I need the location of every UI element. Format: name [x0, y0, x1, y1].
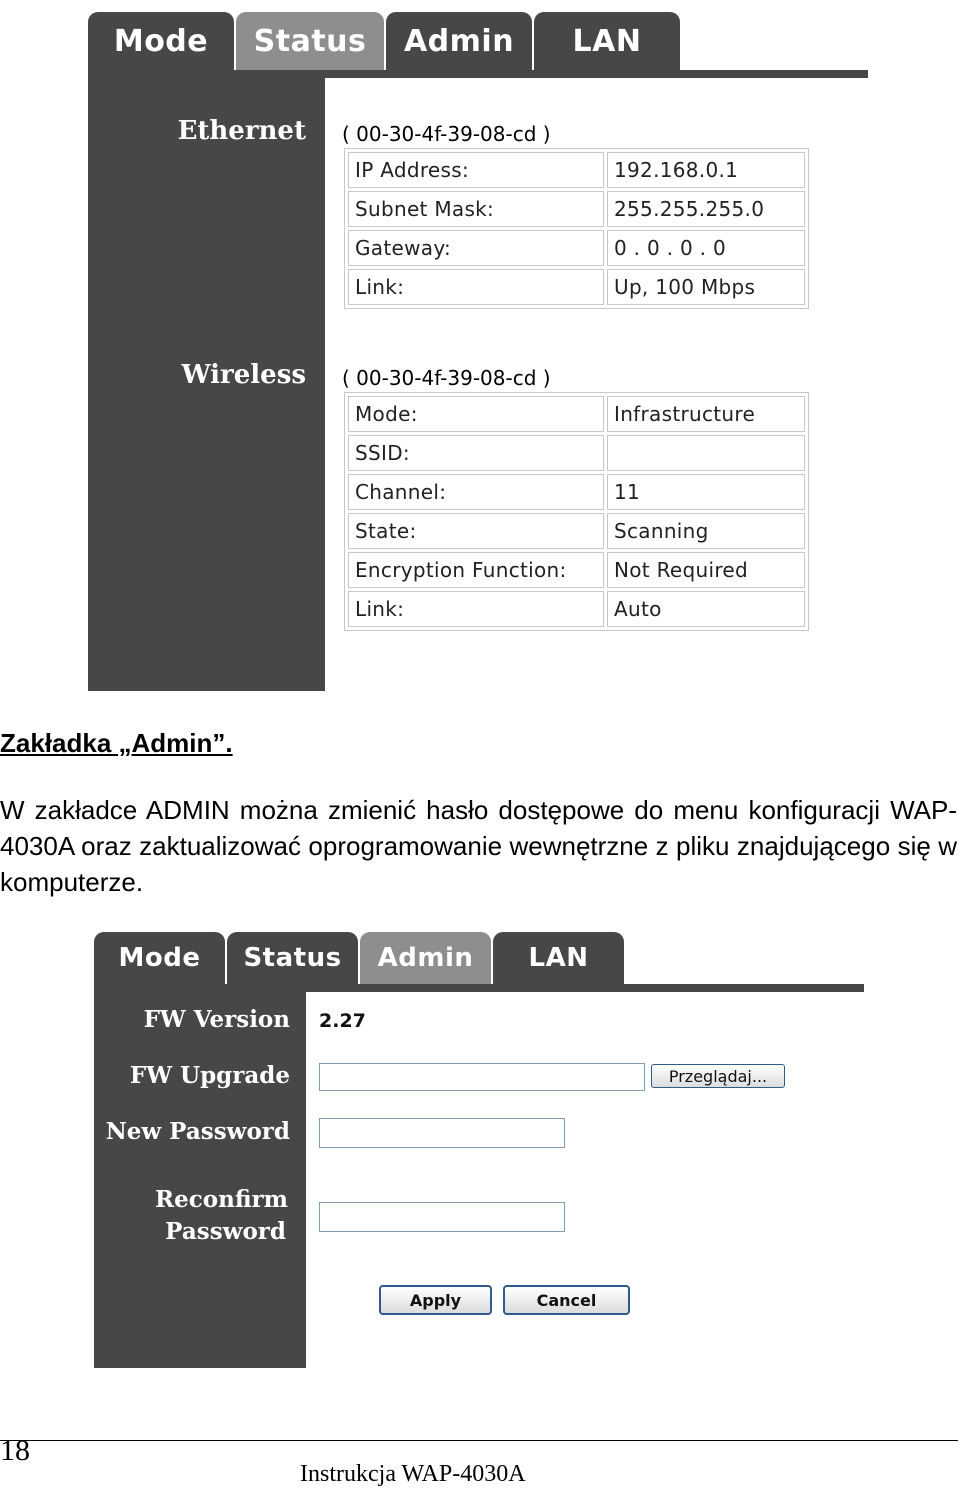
- tab-status[interactable]: Status: [236, 12, 384, 70]
- fw-version-label: FW Version: [143, 1006, 290, 1033]
- tab-mode[interactable]: Mode: [94, 932, 225, 984]
- new-password-label: New Password: [105, 1118, 290, 1145]
- fw-upgrade-file-input[interactable]: [319, 1063, 645, 1091]
- table-row: [348, 269, 805, 305]
- section-heading: Zakładka „Admin”.: [0, 728, 233, 758]
- subnet-mask-key: Subnet Mask:: [348, 191, 604, 227]
- tab-lan[interactable]: LAN: [493, 932, 624, 984]
- apply-button[interactable]: Apply: [379, 1285, 492, 1315]
- fw-upgrade-label: FW Upgrade: [129, 1062, 290, 1089]
- fw-version-value: 2.27: [319, 1010, 366, 1032]
- ssid-value: [607, 435, 805, 471]
- wireless-mode-value: Infrastructure: [607, 396, 805, 432]
- ethernet-mac: ( 00-30-4f-39-08-cd ): [342, 122, 551, 146]
- state-value: Scanning: [607, 513, 805, 549]
- page-number: 18: [0, 1434, 30, 1467]
- ethernet-table: [344, 148, 809, 309]
- tab-bar: [94, 932, 626, 990]
- wireless-table: [344, 392, 809, 631]
- tab-mode[interactable]: Mode: [88, 12, 234, 70]
- channel-key: Channel:: [348, 474, 604, 510]
- subnet-mask-value: 255.255.255.0: [607, 191, 805, 227]
- footer-divider: [0, 1440, 958, 1441]
- gateway-key: Gateway:: [348, 230, 604, 266]
- channel-value: 11: [607, 474, 805, 510]
- tab-bar: [88, 12, 682, 70]
- wireless-link-key: Link:: [348, 591, 604, 627]
- table-row: [348, 435, 805, 471]
- admin-panel-screenshot: [94, 932, 864, 1370]
- state-key: State:: [348, 513, 604, 549]
- ip-address-key: IP Address:: [348, 152, 604, 188]
- table-row: [348, 552, 805, 588]
- reconfirm-password-input[interactable]: [319, 1202, 565, 1232]
- table-row: [348, 152, 805, 188]
- wireless-mac: ( 00-30-4f-39-08-cd ): [342, 366, 551, 390]
- reconfirm-label-line1: Reconfirm: [155, 1186, 288, 1213]
- encryption-value: Not Required: [607, 552, 805, 588]
- table-row: [348, 396, 805, 432]
- tab-admin[interactable]: Admin: [360, 932, 491, 984]
- wireless-mode-key: Mode:: [348, 396, 604, 432]
- footer-title: Instrukcja WAP-4030A: [300, 1461, 526, 1487]
- body-paragraph: W zakładce ADMIN można zmienić hasło dostępowe do menu konfiguracji WAP-4030A oraz zaktualizować oprogramowanie wewnętrzne z pliku znajdującego się w komputerze.: [0, 795, 957, 897]
- tab-lan[interactable]: LAN: [534, 12, 680, 70]
- wireless-label: Wireless: [181, 360, 306, 390]
- table-row: [348, 513, 805, 549]
- gateway-value: 0 . 0 . 0 . 0: [607, 230, 805, 266]
- table-row: [348, 191, 805, 227]
- browse-button[interactable]: Przeglądaj...: [651, 1064, 785, 1088]
- table-row: [348, 591, 805, 627]
- ip-address-value: 192.168.0.1: [607, 152, 805, 188]
- encryption-key: Encryption Function:: [348, 552, 604, 588]
- reconfirm-label-line2: Password: [165, 1218, 286, 1245]
- status-panel-screenshot: [88, 12, 868, 692]
- ssid-key: SSID:: [348, 435, 604, 471]
- link-key: Link:: [348, 269, 604, 305]
- tab-status[interactable]: Status: [227, 932, 358, 984]
- ethernet-label: Ethernet: [177, 116, 306, 146]
- tab-admin[interactable]: Admin: [386, 12, 532, 70]
- table-row: [348, 230, 805, 266]
- cancel-button[interactable]: Cancel: [503, 1285, 630, 1315]
- link-value: Up, 100 Mbps: [607, 269, 805, 305]
- new-password-input[interactable]: [319, 1118, 565, 1148]
- table-row: [348, 474, 805, 510]
- sidebar: [94, 984, 306, 1368]
- wireless-link-value: Auto: [607, 591, 805, 627]
